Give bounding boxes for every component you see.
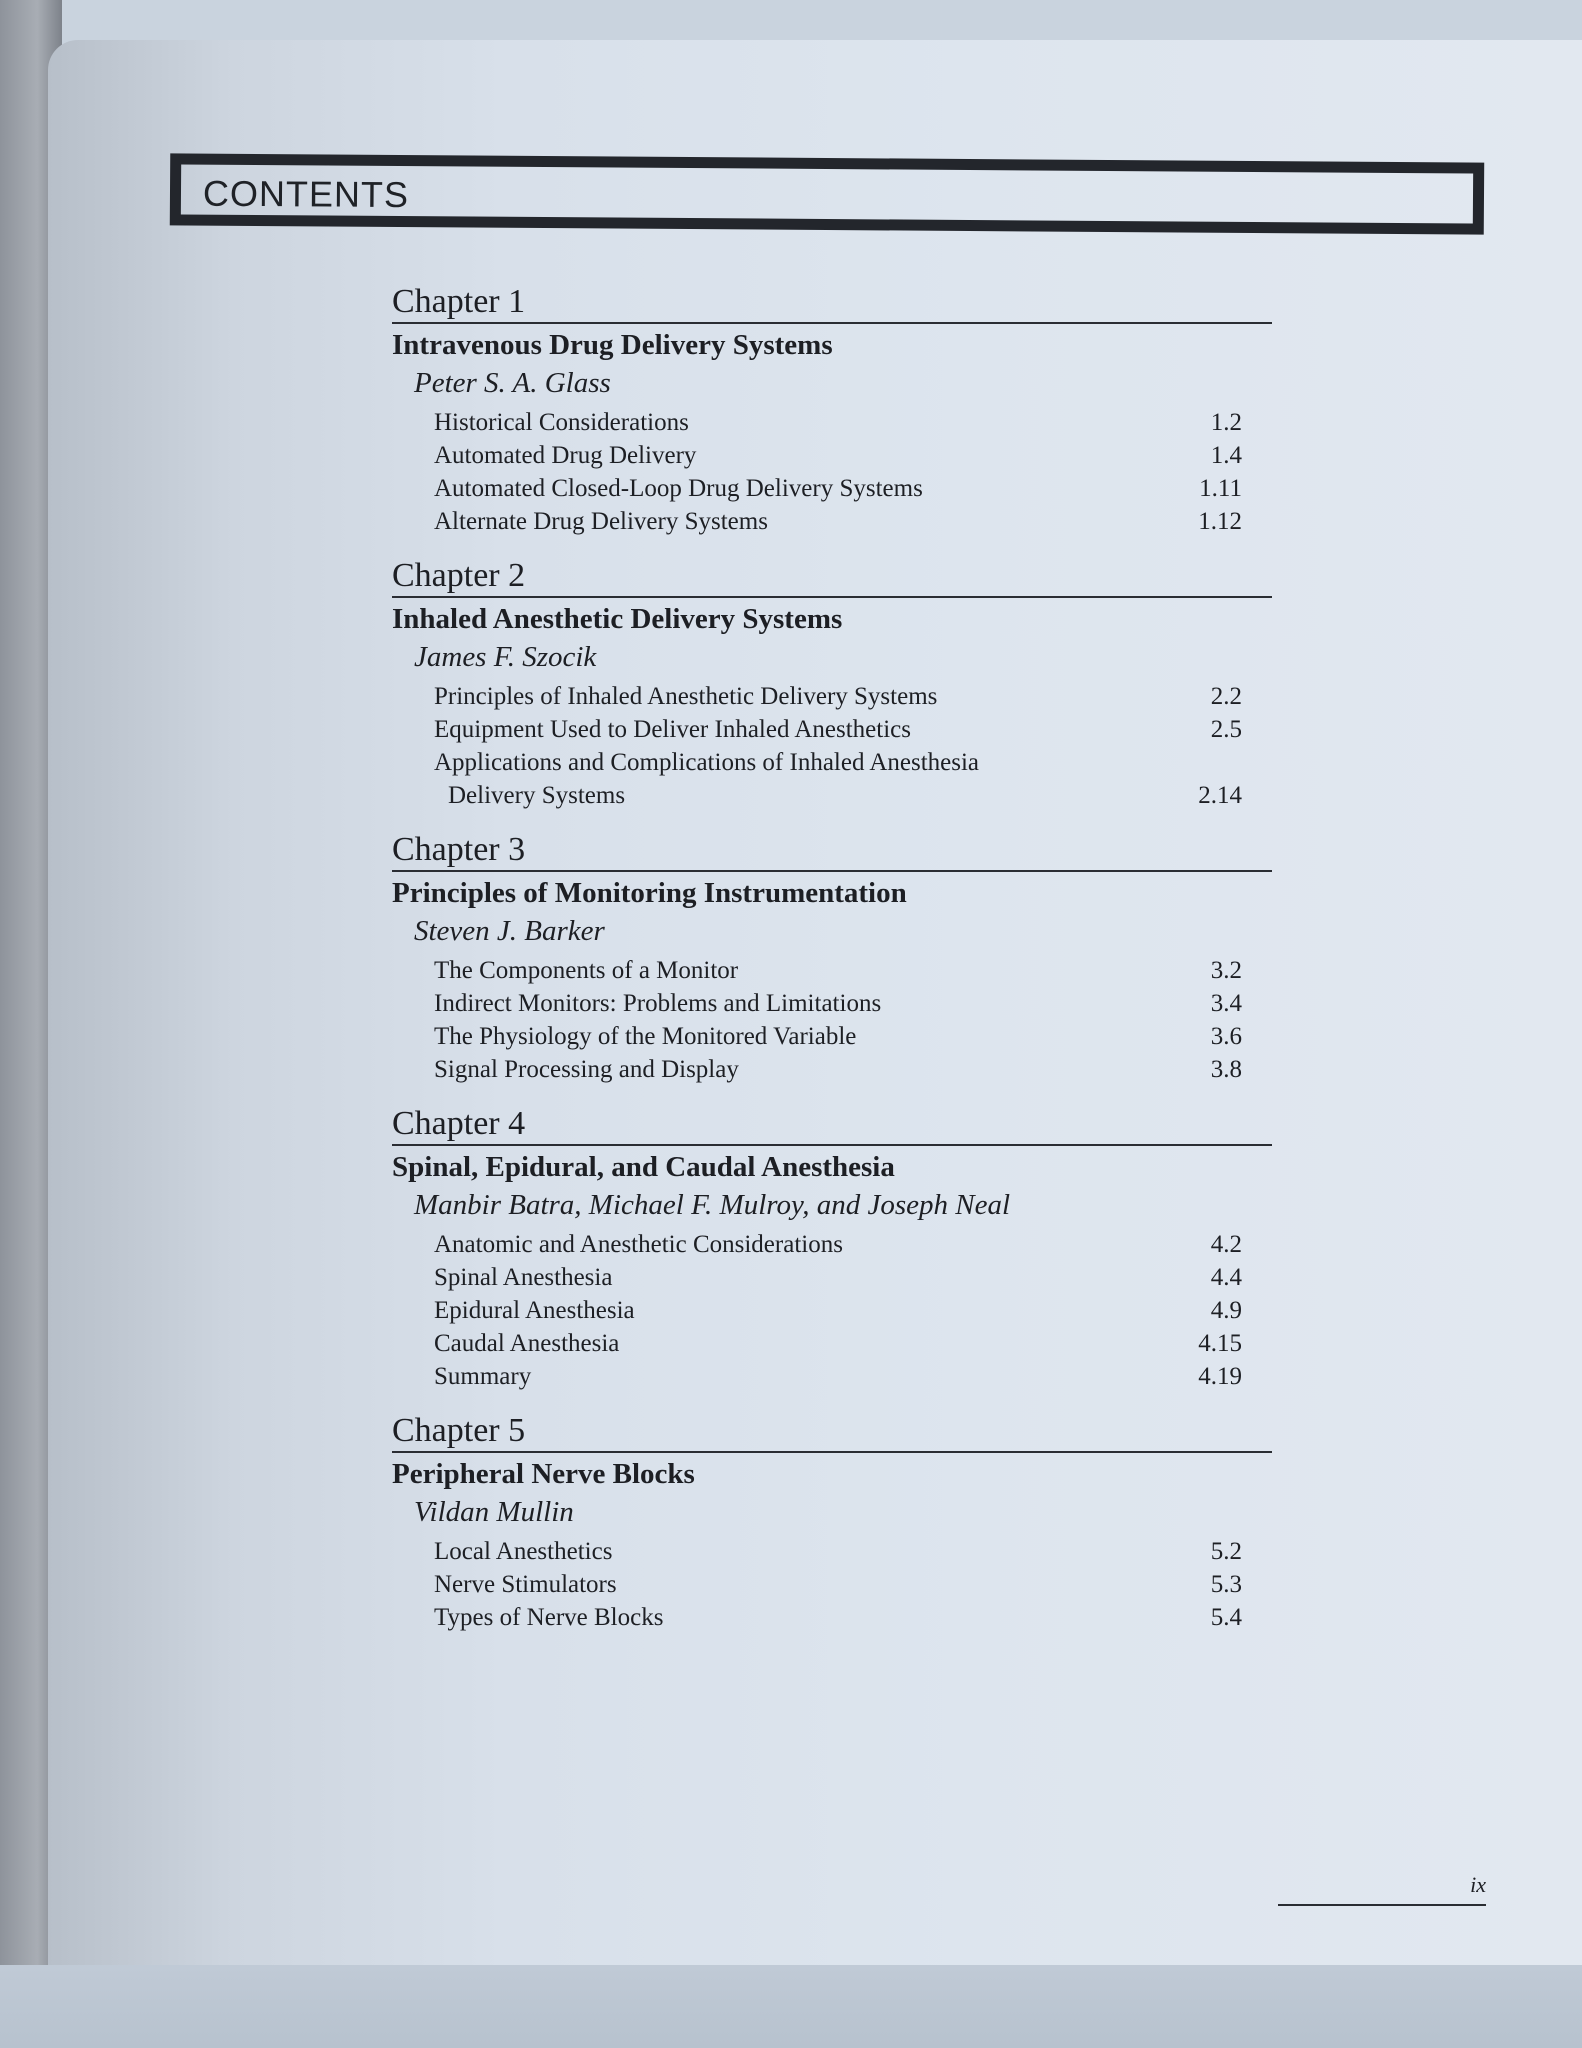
toc-entry <box>392 439 1272 472</box>
toc-entry-page: 2.5 <box>1210 716 1242 743</box>
toc-entry-title: Equipment Used to Deliver Inhaled Anesthetics <box>434 716 911 743</box>
toc-entry-title: Local Anesthetics <box>434 1538 613 1565</box>
toc-entry <box>392 1294 1272 1327</box>
chapter-label: Chapter 1 <box>392 283 526 320</box>
toc-entry <box>392 713 1272 746</box>
toc-entry-title: Types of Nerve Blocks <box>434 1604 664 1631</box>
chapter-rule <box>392 596 1272 598</box>
chapter-author: Vildan Mullin <box>414 1496 574 1528</box>
toc-entry-title: Signal Processing and Display <box>434 1056 739 1083</box>
chapter-rule <box>392 870 1272 872</box>
toc-entry-page: 4.4 <box>1210 1264 1242 1291</box>
chapter-author: Steven J. Barker <box>414 915 605 947</box>
chapter-label: Chapter 4 <box>392 1105 526 1142</box>
chapter-section <box>392 282 1272 538</box>
toc-entry <box>392 746 1272 779</box>
contents-header-box <box>170 153 1484 234</box>
toc-entry-title: Spinal Anesthesia <box>434 1264 613 1291</box>
toc-entry <box>392 1020 1272 1053</box>
toc-entry <box>392 779 1272 812</box>
toc-entry-title: Applications and Complications of Inhaled Anesthesia <box>434 749 980 776</box>
toc-entry-title: Anatomic and Anesthetic Considerations <box>434 1231 843 1258</box>
toc-entry <box>392 1053 1272 1086</box>
chapter-title: Spinal, Epidural, and Caudal Anesthesia <box>392 1151 895 1183</box>
toc-entry-page: 1.11 <box>1199 475 1242 502</box>
toc-entry-title: Caudal Anesthesia <box>434 1330 620 1357</box>
chapter-rule <box>392 1144 1272 1146</box>
toc-entry-page: 1.12 <box>1198 508 1242 535</box>
toc-entry <box>392 1601 1272 1634</box>
toc-entry <box>392 505 1272 538</box>
toc-entry-page: 5.4 <box>1210 1604 1242 1631</box>
chapter-label: Chapter 5 <box>392 1412 526 1449</box>
chapter-title: Peripheral Nerve Blocks <box>392 1458 695 1490</box>
toc-entry <box>392 680 1272 713</box>
toc-entry <box>392 987 1272 1020</box>
toc-entry <box>392 1261 1272 1294</box>
toc-entry-title: Delivery Systems <box>448 782 626 809</box>
chapter-author: Manbir Batra, Michael F. Mulroy, and Joseph Neal <box>414 1189 1011 1221</box>
toc-entry-page: 4.2 <box>1210 1231 1242 1258</box>
toc-entry-page: 3.4 <box>1210 990 1242 1017</box>
chapter-section <box>392 1411 1272 1634</box>
chapter-label: Chapter 2 <box>392 557 526 594</box>
toc-entry-title: Automated Drug Delivery <box>434 442 697 469</box>
toc-entry <box>392 1568 1272 1601</box>
chapter-rule <box>392 322 1272 324</box>
toc-entry-page: 4.15 <box>1198 1330 1242 1357</box>
chapter-title: Principles of Monitoring Instrumentation <box>392 877 907 909</box>
toc-entry <box>392 1327 1272 1360</box>
toc-entry <box>392 1535 1272 1568</box>
toc-entry-page: 2.2 <box>1210 683 1242 710</box>
toc-entry-title: Summary <box>434 1363 532 1390</box>
toc-entry-page: 5.3 <box>1210 1571 1242 1598</box>
toc-entry-page: 1.2 <box>1210 409 1242 436</box>
chapter-author: James F. Szocik <box>414 641 597 673</box>
toc-entry-page: 2.14 <box>1198 782 1242 809</box>
chapter-label: Chapter 3 <box>392 831 526 868</box>
toc-entry-title: Nerve Stimulators <box>434 1571 617 1598</box>
toc-entry-title: The Components of a Monitor <box>434 957 739 984</box>
chapter-author: Peter S. A. Glass <box>414 367 611 399</box>
toc-entry-page: 3.6 <box>1210 1023 1242 1050</box>
toc-entry-page: 1.4 <box>1210 442 1242 469</box>
chapter-section <box>392 830 1272 1086</box>
toc-entry-page: 3.2 <box>1210 957 1242 984</box>
toc-entry <box>392 406 1272 439</box>
toc-entry <box>392 472 1272 505</box>
toc-entry-page: 3.8 <box>1210 1056 1242 1083</box>
toc-entry-title: Automated Closed-Loop Drug Delivery Systems <box>434 475 923 502</box>
chapter-rule <box>392 1451 1272 1453</box>
toc-entry <box>392 1360 1272 1393</box>
chapter-title: Inhaled Anesthetic Delivery Systems <box>392 603 843 635</box>
toc-entry-title: Principles of Inhaled Anesthetic Delivery Systems <box>434 683 938 710</box>
toc-entry-page: 4.19 <box>1198 1363 1242 1390</box>
toc-entry-title: The Physiology of the Monitored Variable <box>434 1023 857 1050</box>
toc-entry-title: Historical Considerations <box>434 409 689 436</box>
contents-title: CONTENTS <box>202 172 410 216</box>
toc-entry-title: Alternate Drug Delivery Systems <box>434 508 768 535</box>
chapter-title: Intravenous Drug Delivery Systems <box>392 329 833 361</box>
page-number: ix <box>1278 1872 1486 1906</box>
chapter-section <box>392 1104 1272 1393</box>
page-bottom-edge <box>0 1965 1582 2048</box>
toc-entry-title: Epidural Anesthesia <box>434 1297 635 1324</box>
toc-entry-page: 4.9 <box>1210 1297 1242 1324</box>
toc-entry-title: Indirect Monitors: Problems and Limitations <box>434 990 882 1017</box>
table-of-contents <box>392 282 1272 1652</box>
toc-entry <box>392 1228 1272 1261</box>
chapter-section <box>392 556 1272 812</box>
toc-entry <box>392 954 1272 987</box>
toc-entry-page: 5.2 <box>1210 1538 1242 1565</box>
